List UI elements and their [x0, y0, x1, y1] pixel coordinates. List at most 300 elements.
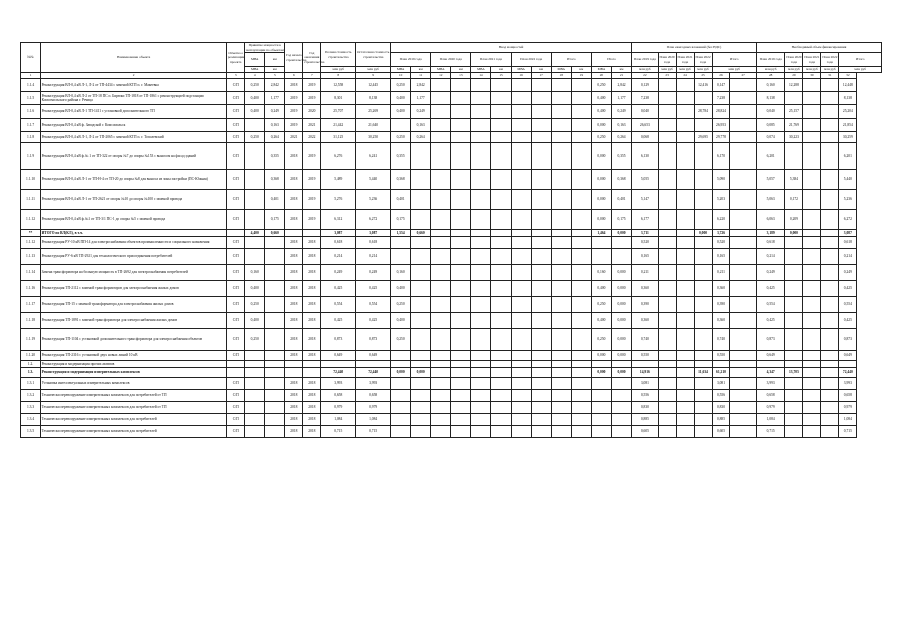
table-row [21, 329, 882, 351]
col-otm-header: Отметка о реализации проекта [227, 43, 245, 73]
source-total-cell: 1,084 [839, 414, 857, 426]
intro-2020-mva-cell [431, 368, 451, 378]
intro-2021-mva-cell [471, 378, 491, 390]
column-index-cell: 25 [694, 73, 712, 79]
intro-total-km-cell: 1,177 [611, 92, 631, 105]
year-start-cell: 2018 [285, 390, 303, 402]
intro-2022-km-cell [531, 402, 551, 414]
finance-2021-cell [676, 313, 694, 329]
finance-2022-cell [694, 414, 712, 426]
intro-total-km-cell [611, 390, 631, 402]
power-mva-cell [245, 249, 265, 265]
finance-total-cell: 5,090 [712, 170, 730, 190]
intro-total-mva-cell [591, 402, 611, 414]
power-mva-cell [245, 426, 265, 438]
mark-cell: С/П [227, 426, 245, 438]
column-index-cell: 10 [391, 73, 411, 79]
intro-2019-mva-cell: 0,250 [391, 79, 411, 92]
finance-2021-cell [676, 79, 694, 92]
power-mva-cell [245, 119, 265, 132]
source-2022-cell [821, 297, 839, 313]
unit-km: км [571, 67, 591, 73]
intro-2019-mva-cell [391, 351, 411, 361]
unit-km: км [491, 67, 511, 73]
power-km-cell [265, 378, 285, 390]
year-end-cell: 2018 [303, 281, 321, 297]
intro-2021-km-cell [491, 378, 511, 390]
remaining-cost-cell: 6,241 [356, 143, 391, 170]
intro-2020-mva-cell [431, 170, 451, 190]
intro-2021-km-cell [491, 313, 511, 329]
year-start-cell: 2019 [285, 92, 303, 105]
full-cost-cell: 0,425 [321, 281, 356, 297]
full-cost-cell: 6,276 [321, 143, 356, 170]
power-mva-cell [245, 143, 265, 170]
intro-2019-km-cell: 2,842 [411, 79, 431, 92]
intro-total-km-cell [611, 237, 631, 249]
year-start-cell [285, 361, 303, 368]
intro-2019-km-cell [411, 143, 431, 170]
year-end-cell: 2019 [303, 143, 321, 170]
mark-cell: С/П [227, 92, 245, 105]
intro-total-mva-cell: 0,000 [591, 143, 611, 170]
finance-total-cell: 0,550 [712, 351, 730, 361]
intro-2021-mva-cell [471, 79, 491, 92]
intro-2020-mva-cell [431, 361, 451, 368]
intro-2021-mva-cell [471, 265, 491, 281]
intro-2022-mva-cell [511, 230, 531, 237]
intro-2021-km-cell [491, 281, 511, 297]
year-start-cell: 2019 [285, 105, 303, 119]
intro-2020-mva-cell [431, 402, 451, 414]
year-end-cell: 2020 [303, 105, 321, 119]
intro-total-mva-cell: 0,000 [591, 351, 611, 361]
row-number-cell: 1.3.5 [21, 426, 41, 438]
intro-2019-mva-cell [391, 119, 411, 132]
intro-2019-mva-cell [391, 249, 411, 265]
year-end-cell: 2019 [303, 210, 321, 230]
intro-2022-km-cell [531, 361, 551, 368]
power-km-cell [265, 361, 285, 368]
finance-2020-cell [658, 378, 676, 390]
source-2021-cell [803, 230, 821, 237]
finance-total-cell: 26,953 [712, 119, 730, 132]
intro-total-mva-cell [591, 426, 611, 438]
source-total-cell: 0,873 [839, 329, 857, 351]
finance-total-cell: 7,238 [712, 92, 730, 105]
intro-2022-km-cell [531, 297, 551, 313]
full-cost-cell: 8,301 [321, 92, 356, 105]
src-year-header-total: Итого [839, 53, 882, 67]
intro-2020-km-cell [451, 170, 471, 190]
col-num-header: №№ [21, 43, 41, 73]
intro-plan-mva-cell [551, 414, 571, 426]
intro-plan-mva-cell [551, 92, 571, 105]
source-2020-cell [785, 143, 803, 170]
full-cost-cell: 12,558 [321, 79, 356, 92]
table-row [21, 170, 882, 190]
finance-total-extra-cell [730, 313, 756, 329]
intro-plan-km-cell [571, 105, 591, 119]
source-2021-cell [803, 143, 821, 170]
intro-2021-mva-cell [471, 132, 491, 143]
intro-2020-km-cell [451, 414, 471, 426]
finance-2019-cell: 0,165 [632, 249, 658, 265]
unit-mln: млн руб [676, 67, 694, 73]
table-row [21, 249, 882, 265]
intro-2022-mva-cell [511, 426, 531, 438]
power-km-cell: 0,264 [265, 132, 285, 143]
finance-total-cell: 6,170 [712, 143, 730, 170]
unit-mln: млн руб [632, 67, 658, 73]
intro-2019-mva-cell [391, 402, 411, 414]
object-name-cell: Технически перевооружение измерительных комплексов для потребителей [41, 426, 227, 438]
source-total-cell: 0,658 [839, 390, 857, 402]
intro-total-mva-cell: 0,000 [591, 170, 611, 190]
finance-2019-cell: 6,177 [632, 210, 658, 230]
source-2020-cell: 25,157 [785, 105, 803, 119]
finance-total-cell: 6,220 [712, 210, 730, 230]
intro-2019-mva-cell: 0,000 [391, 368, 411, 378]
column-index-cell: 16 [511, 73, 531, 79]
intro-2022-km-cell [531, 390, 551, 402]
intro-total-km-cell [611, 402, 631, 414]
intro-2020-km-cell [451, 105, 471, 119]
intro-plan-mva-cell [551, 329, 571, 351]
unit-km: км [411, 67, 431, 73]
unit-km: км [451, 67, 471, 73]
intro-2019-km-cell [411, 265, 431, 281]
intro-plan-mva-cell [551, 210, 571, 230]
intro-plan-km-cell [571, 351, 591, 361]
remaining-cost-cell: 5,440 [356, 170, 391, 190]
source-2021-cell [803, 402, 821, 414]
power-mva-cell [245, 361, 265, 368]
row-number-cell: 1.1.7 [21, 119, 41, 132]
intro-2022-km-cell [531, 368, 551, 378]
intro-2020-mva-cell [431, 313, 451, 329]
intro-plan-mva-cell [551, 402, 571, 414]
year-end-cell: 2018 [303, 390, 321, 402]
source-2019-cell: 0,658 [756, 390, 785, 402]
intro-2020-km-cell [451, 368, 471, 378]
intro-2020-mva-cell [431, 237, 451, 249]
finance-2020-cell [658, 92, 676, 105]
sub-km-header: км [265, 53, 285, 67]
intro-2022-km-cell [531, 119, 551, 132]
finance-total-cell: 28,824 [712, 105, 730, 119]
source-2020-cell: 5,384 [785, 170, 803, 190]
intro-total-mva-cell: 0,400 [591, 281, 611, 297]
power-km-cell [265, 426, 285, 438]
power-mva-cell: 0,250 [245, 329, 265, 351]
year-start-cell: 2018 [285, 402, 303, 414]
source-2022-cell [821, 313, 839, 329]
power-km-cell [265, 414, 285, 426]
finance-total-extra-cell [730, 249, 756, 265]
row-number-cell: 1.1.4 [21, 79, 41, 92]
intro-total-km-cell: 0,000 [611, 265, 631, 281]
unit-km: км [265, 67, 285, 73]
unit-mln: млн руб [839, 67, 882, 73]
sub-year-header-2: План 2021 года [471, 53, 511, 67]
source-2019-cell: 0,425 [756, 281, 785, 297]
intro-2020-km-cell [451, 143, 471, 170]
mark-cell: С/П [227, 79, 245, 92]
finance-total-extra-cell [730, 79, 756, 92]
object-name-cell: Технически перевооружение измерительных комплексов для потребителей от ТП [41, 390, 227, 402]
object-name-cell: Технически перевооружение измерительных комплексов для потребителей [41, 414, 227, 426]
table-row [21, 281, 882, 297]
intro-2021-mva-cell [471, 249, 491, 265]
year-end-cell: 2019 [303, 92, 321, 105]
source-2020-cell: 0,209 [785, 210, 803, 230]
year-start-cell: 2018 [285, 329, 303, 351]
finance-2020-cell [658, 313, 676, 329]
finance-total-cell: 5,203 [712, 190, 730, 210]
intro-2020-mva-cell [431, 390, 451, 402]
intro-2019-km-cell [411, 402, 431, 414]
source-2021-cell [803, 190, 821, 210]
power-km-cell [265, 402, 285, 414]
full-cost-cell: 0,658 [321, 390, 356, 402]
power-km-cell: 0,249 [265, 105, 285, 119]
intro-plan-km-cell [571, 237, 591, 249]
finance-2022-cell [694, 119, 712, 132]
finance-2019-cell: 3,081 [632, 378, 658, 390]
source-2020-cell [785, 402, 803, 414]
intro-plan-mva-cell [551, 132, 571, 143]
power-km-cell [265, 329, 285, 351]
table-row [21, 351, 882, 361]
unit-mln: млн руб [694, 67, 712, 73]
intro-2022-mva-cell [511, 237, 531, 249]
intro-2019-mva-cell: 1,554 [391, 230, 411, 237]
mark-cell [227, 361, 245, 368]
intro-2020-km-cell [451, 313, 471, 329]
intro-total-mva-cell [591, 414, 611, 426]
unit-mln: млн руб [756, 67, 785, 73]
intro-plan-mva-cell [551, 249, 571, 265]
source-2021-cell [803, 414, 821, 426]
column-index-cell: 15 [491, 73, 511, 79]
source-2020-cell: 0,000 [785, 230, 803, 237]
intro-total-mva-cell [591, 390, 611, 402]
intro-2021-km-cell [491, 105, 511, 119]
object-name-cell: Реконструкция ТП-2316 с установкой двух новых линий 10 кВ [41, 351, 227, 361]
intro-2019-km-cell [411, 281, 431, 297]
intro-2021-km-cell [491, 92, 511, 105]
power-mva-cell [245, 414, 265, 426]
intro-2019-km-cell [411, 170, 431, 190]
finance-2022-cell [694, 351, 712, 361]
full-cost-cell: 5,276 [321, 190, 356, 210]
full-cost-cell: 72,440 [321, 368, 356, 378]
column-index-cell: 31 [821, 73, 839, 79]
intro-2020-mva-cell [431, 190, 451, 210]
source-total-cell: 3,993 [839, 378, 857, 390]
unit-mva: МВА [471, 67, 491, 73]
finance-2020-cell [658, 390, 676, 402]
year-end-cell: 2019 [303, 170, 321, 190]
intro-plan-mva-cell [551, 378, 571, 390]
intro-2020-km-cell [451, 426, 471, 438]
col-remain-header: Остаточная стоимость строительства [356, 43, 391, 67]
intro-2019-mva-cell: 0,400 [391, 313, 411, 329]
intro-2021-km-cell [491, 361, 511, 368]
intro-2019-km-cell [411, 190, 431, 210]
object-name-cell: Реконструкция ВЛ-0,4 кВ Л-1 от ТП-2621 от опоры №10 до опоры №100 с заменой провода [41, 190, 227, 210]
intro-plan-mva-cell [551, 313, 571, 329]
source-2022-cell [821, 132, 839, 143]
source-2019-cell: 0,425 [756, 313, 785, 329]
column-index-cell: 18 [551, 73, 571, 79]
intro-total-mva-cell: 0,000 [591, 368, 611, 378]
source-2019-cell: 5,057 [756, 170, 785, 190]
source-2022-cell [821, 378, 839, 390]
finance-total-extra-cell [730, 351, 756, 361]
src-year-header-3: План 2022 года [821, 53, 839, 67]
intro-plan-km-cell [571, 297, 591, 313]
intro-total-km-cell: 0,000 [611, 230, 631, 237]
finance-2022-cell: 12,416 [694, 79, 712, 92]
finance-2022-cell [694, 378, 712, 390]
table-row [21, 361, 882, 368]
intro-2021-mva-cell [471, 402, 491, 414]
power-km-cell [265, 368, 285, 378]
source-2019-cell: 4,347 [756, 368, 785, 378]
intro-total-km-cell [611, 361, 631, 368]
intro-plan-mva-cell [551, 119, 571, 132]
intro-2021-mva-cell [471, 143, 491, 170]
power-km-cell: 2,842 [265, 79, 285, 92]
sub-year-header-0: План 2019 года [391, 53, 431, 67]
remaining-cost-cell: 0,425 [356, 281, 391, 297]
source-2019-cell [756, 361, 785, 368]
source-2022-cell [821, 414, 839, 426]
row-number-cell: 1.1.11 [21, 190, 41, 210]
mark-cell: С/П [227, 378, 245, 390]
source-2021-cell [803, 351, 821, 361]
remaining-cost-cell: 5,236 [356, 190, 391, 210]
column-index-cell: 7 [303, 73, 321, 79]
year-start-cell [285, 368, 303, 378]
intro-plan-mva-cell [551, 265, 571, 281]
object-name-cell: Реконструкция и модернизация прочих активов [41, 361, 227, 368]
intro-2022-mva-cell [511, 79, 531, 92]
column-index-cell: 29 [785, 73, 803, 79]
full-cost-cell: 6,312 [321, 210, 356, 230]
intro-plan-km-cell [571, 329, 591, 351]
full-cost-cell [321, 361, 356, 368]
source-2019-cell: 0,085 [756, 119, 785, 132]
intro-total-mva-cell: 1,464 [591, 230, 611, 237]
intro-2020-km-cell [451, 237, 471, 249]
finance-2019-cell [632, 361, 658, 368]
column-index-cell: 14 [471, 73, 491, 79]
finance-2021-cell [676, 237, 694, 249]
source-2019-cell: 6,063 [756, 210, 785, 230]
column-index-cell: 5 [265, 73, 285, 79]
intro-2020-mva-cell [431, 132, 451, 143]
intro-2022-km-cell [531, 230, 551, 237]
object-name-cell: Реконструкция ТП-15 с заменой трансформатора для электроснабжения жилых домов [41, 297, 227, 313]
source-2019-cell: 0,040 [756, 105, 785, 119]
source-2019-cell: 0,074 [756, 132, 785, 143]
year-end-cell: 2018 [303, 426, 321, 438]
source-2022-cell [821, 105, 839, 119]
finance-2022-cell [694, 426, 712, 438]
finance-2020-cell [658, 361, 676, 368]
finance-total-cell: 0,390 [712, 297, 730, 313]
remaining-cost-cell: 0,425 [356, 313, 391, 329]
source-total-cell: 0,425 [839, 313, 857, 329]
source-total-cell: 0,715 [839, 426, 857, 438]
source-2022-cell [821, 143, 839, 170]
intro-2020-km-cell [451, 351, 471, 361]
row-number-cell: 1.1.12 [21, 237, 41, 249]
intro-2020-mva-cell [431, 230, 451, 237]
table-row [21, 79, 882, 92]
intro-plan-mva-cell [551, 143, 571, 170]
full-cost-cell: 5,489 [321, 170, 356, 190]
intro-2022-mva-cell [511, 190, 531, 210]
finance-2022-cell [694, 210, 712, 230]
intro-plan-km-cell [571, 281, 591, 297]
finance-2019-cell: 0,830 [632, 402, 658, 414]
intro-2020-mva-cell [431, 79, 451, 92]
investment-program-table [20, 42, 882, 438]
finance-2020-cell [658, 105, 676, 119]
year-end-cell [303, 368, 321, 378]
intro-2021-km-cell [491, 237, 511, 249]
year-start-cell: 2018 [285, 426, 303, 438]
src-year-header-0: План 2019 года [756, 53, 785, 67]
intro-total-mva-cell: 0,250 [591, 132, 611, 143]
source-2019-cell: 0,554 [756, 297, 785, 313]
intro-2021-km-cell [491, 402, 511, 414]
source-2020-cell: 12,288 [785, 79, 803, 92]
intro-plan-km-cell [571, 265, 591, 281]
source-2021-cell [803, 249, 821, 265]
row-number-cell: 1.1.8 [21, 132, 41, 143]
intro-2022-km-cell [531, 313, 551, 329]
intro-2019-mva-cell [391, 361, 411, 368]
intro-plan-km-cell [571, 119, 591, 132]
column-index-cell: 2 [41, 73, 227, 79]
column-index-cell: 21 [611, 73, 631, 79]
intro-2020-km-cell [451, 281, 471, 297]
intro-plan-mva-cell [551, 237, 571, 249]
intro-plan-km-cell [571, 170, 591, 190]
intro-plan-mva-cell [551, 297, 571, 313]
source-2022-cell [821, 329, 839, 351]
source-2021-cell [803, 378, 821, 390]
remaining-cost-cell: 3,993 [356, 378, 391, 390]
intro-2019-mva-cell [391, 378, 411, 390]
intro-2022-mva-cell [511, 329, 531, 351]
finance-2019-cell: 6,130 [632, 143, 658, 170]
column-index-cell: 26 [712, 73, 730, 79]
intro-2022-mva-cell [511, 210, 531, 230]
finance-2020-cell [658, 297, 676, 313]
finance-2020-cell [658, 265, 676, 281]
finance-2022-cell: 0,000 [694, 230, 712, 237]
intro-2020-mva-cell [431, 351, 451, 361]
unit-mln: млн руб [712, 67, 756, 73]
intro-total-km-cell: 0,000 [611, 281, 631, 297]
finance-2022-cell [694, 390, 712, 402]
